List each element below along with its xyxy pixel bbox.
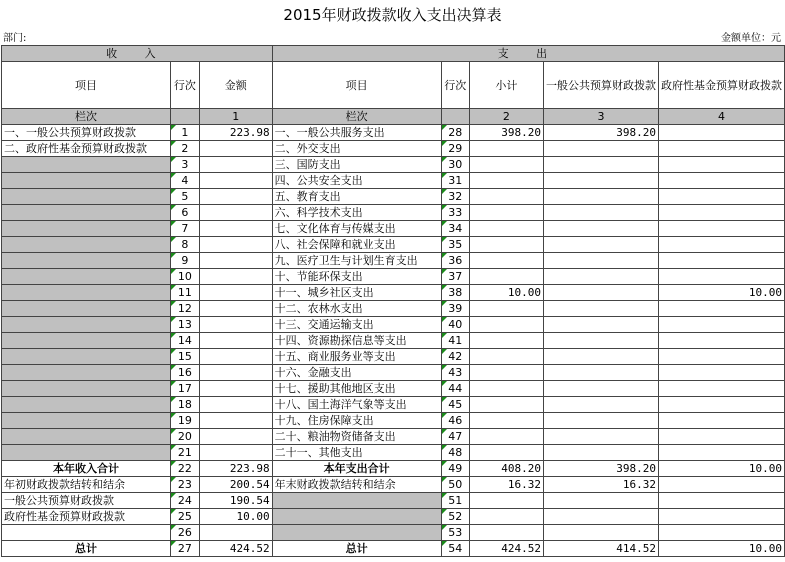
income-item-cell: 总计 — [2, 541, 171, 557]
fund-budget-cell[interactable] — [658, 221, 784, 237]
fund-budget-cell[interactable] — [658, 237, 784, 253]
expense-item-cell: 十三、交通运输支出 — [272, 317, 441, 333]
expense-rowno-cell: 39 — [441, 301, 469, 317]
fund-budget-cell[interactable] — [658, 189, 784, 205]
subtotal-cell[interactable]: 408.20 — [469, 461, 543, 477]
expense-rowno-cell: 52 — [441, 509, 469, 525]
table-row — [2, 365, 785, 381]
income-rowno-header: 行次 — [170, 62, 199, 109]
income-amount-cell[interactable] — [199, 189, 272, 205]
income-section-header: 收 入 — [2, 46, 273, 62]
general-budget-cell[interactable]: 398.20 — [543, 125, 658, 141]
expense-item-cell: 八、社会保障和就业支出 — [272, 237, 441, 253]
fund-budget-cell[interactable] — [658, 141, 784, 157]
fund-budget-cell[interactable]: 10.00 — [658, 461, 784, 477]
expense-item-cell: 十六、金融支出 — [272, 365, 441, 381]
income-rowno-cell: 15 — [170, 349, 199, 365]
section-header-row — [2, 46, 785, 62]
general-budget-cell[interactable] — [543, 429, 658, 445]
income-item-cell: 政府性基金预算财政拨款 — [2, 509, 171, 525]
income-amount-cell[interactable] — [199, 253, 272, 269]
income-item-cell — [2, 349, 171, 365]
expense-item-cell — [272, 493, 441, 509]
income-rowno-cell: 5 — [170, 189, 199, 205]
expense-item-cell: 本年支出合计 — [272, 461, 441, 477]
income-rowno-cell: 23 — [170, 477, 199, 493]
expense-rowno-cell: 40 — [441, 317, 469, 333]
general-budget-cell[interactable] — [543, 525, 658, 541]
lanci-col-1: 1 — [199, 109, 272, 125]
expense-rowno-cell: 45 — [441, 397, 469, 413]
expense-rowno-cell: 54 — [441, 541, 469, 557]
income-rowno-cell: 17 — [170, 381, 199, 397]
general-budget-cell[interactable] — [543, 413, 658, 429]
income-rowno-cell: 12 — [170, 301, 199, 317]
income-rowno-cell: 20 — [170, 429, 199, 445]
subtotal-cell[interactable] — [469, 397, 543, 413]
income-item-cell — [2, 397, 171, 413]
expense-item-cell: 二十一、其他支出 — [272, 445, 441, 461]
income-rowno-cell: 26 — [170, 525, 199, 541]
income-amount-cell[interactable] — [199, 157, 272, 173]
general-budget-cell[interactable] — [543, 317, 658, 333]
budget-table — [1, 45, 785, 557]
expense-rowno-cell: 28 — [441, 125, 469, 141]
general-budget-cell[interactable] — [543, 253, 658, 269]
fund-budget-cell[interactable] — [658, 205, 784, 221]
expense-item-cell: 总计 — [272, 541, 441, 557]
general-budget-cell[interactable] — [543, 349, 658, 365]
subtotal-cell[interactable] — [469, 509, 543, 525]
income-amount-cell[interactable] — [199, 349, 272, 365]
table-row — [2, 525, 785, 541]
income-amount-cell[interactable]: 223.98 — [199, 125, 272, 141]
income-amount-cell[interactable] — [199, 429, 272, 445]
general-budget-cell[interactable] — [543, 493, 658, 509]
general-budget-cell[interactable] — [543, 173, 658, 189]
income-amount-cell[interactable] — [199, 317, 272, 333]
income-rowno-cell: 13 — [170, 317, 199, 333]
table-row — [2, 221, 785, 237]
income-rowno-cell: 21 — [170, 445, 199, 461]
general-budget-cell[interactable]: 16.32 — [543, 477, 658, 493]
fund-budget-cell[interactable] — [658, 493, 784, 509]
income-rowno-cell: 2 — [170, 141, 199, 157]
income-amount-cell[interactable] — [199, 365, 272, 381]
table-row — [2, 413, 785, 429]
income-rowno-cell: 18 — [170, 397, 199, 413]
general-budget-cell[interactable] — [543, 333, 658, 349]
fund-budget-cell[interactable] — [658, 525, 784, 541]
expense-item-cell: 二十、粮油物资储备支出 — [272, 429, 441, 445]
fund-budget-cell[interactable] — [658, 125, 784, 141]
table-row — [2, 333, 785, 349]
income-amount-cell[interactable] — [199, 445, 272, 461]
lanci-row — [2, 109, 785, 125]
income-rowno-cell: 3 — [170, 157, 199, 173]
income-item-cell — [2, 365, 171, 381]
expense-rowno-header: 行次 — [441, 62, 469, 109]
subtotal-cell[interactable] — [469, 413, 543, 429]
expense-rowno-cell: 30 — [441, 157, 469, 173]
income-lanci-rowno — [170, 109, 199, 125]
expense-item-cell: 十、节能环保支出 — [272, 269, 441, 285]
general-budget-cell[interactable]: 398.20 — [543, 461, 658, 477]
expense-rowno-cell: 47 — [441, 429, 469, 445]
income-rowno-cell: 11 — [170, 285, 199, 301]
expense-item-cell: 十九、住房保障支出 — [272, 413, 441, 429]
subtotal-cell[interactable] — [469, 317, 543, 333]
table-row — [2, 269, 785, 285]
general-budget-cell[interactable] — [543, 397, 658, 413]
subtotal-cell[interactable] — [469, 269, 543, 285]
table-row — [2, 461, 785, 477]
subtotal-cell[interactable] — [469, 365, 543, 381]
expense-rowno-cell: 51 — [441, 493, 469, 509]
income-lanci-label: 栏次 — [2, 109, 171, 125]
income-amount-cell[interactable]: 223.98 — [199, 461, 272, 477]
subtotal-cell[interactable] — [469, 525, 543, 541]
expense-lanci-label: 栏次 — [272, 109, 441, 125]
table-row — [2, 317, 785, 333]
income-amount-cell[interactable] — [199, 381, 272, 397]
income-rowno-cell: 10 — [170, 269, 199, 285]
expense-rowno-cell: 44 — [441, 381, 469, 397]
expense-item-cell: 十七、援助其他地区支出 — [272, 381, 441, 397]
expense-item-cell: 一、一般公共服务支出 — [272, 125, 441, 141]
expense-rowno-cell: 34 — [441, 221, 469, 237]
table-row — [2, 397, 785, 413]
income-item-cell — [2, 205, 171, 221]
table-row — [2, 189, 785, 205]
general-budget-header: 一般公共预算财政拨款 — [543, 62, 658, 109]
fund-budget-cell[interactable]: 10.00 — [658, 541, 784, 557]
income-rowno-cell: 7 — [170, 221, 199, 237]
expense-rowno-cell: 49 — [441, 461, 469, 477]
expense-item-header: 项目 — [272, 62, 441, 109]
income-item-cell — [2, 269, 171, 285]
lanci-col-2: 2 — [469, 109, 543, 125]
expense-lanci-rowno — [441, 109, 469, 125]
income-item-cell — [2, 237, 171, 253]
general-budget-cell[interactable]: 414.52 — [543, 541, 658, 557]
table-row — [2, 477, 785, 493]
fund-budget-cell[interactable] — [658, 301, 784, 317]
report-title: 2015年财政拨款收入支出决算表 — [283, 6, 502, 24]
subtotal-cell[interactable] — [469, 141, 543, 157]
income-item-cell — [2, 189, 171, 205]
table-row — [2, 301, 785, 317]
table-row — [2, 157, 785, 173]
fund-budget-cell[interactable] — [658, 477, 784, 493]
expense-item-cell: 五、教育支出 — [272, 189, 441, 205]
income-rowno-cell: 9 — [170, 253, 199, 269]
income-item-cell: 一般公共预算财政拨款 — [2, 493, 171, 509]
income-rowno-cell: 16 — [170, 365, 199, 381]
subtotal-cell[interactable]: 16.32 — [469, 477, 543, 493]
expense-item-cell: 年末财政拨款结转和结余 — [272, 477, 441, 493]
expense-rowno-cell: 33 — [441, 205, 469, 221]
income-amount-cell[interactable] — [199, 333, 272, 349]
income-rowno-cell: 8 — [170, 237, 199, 253]
subtotal-cell[interactable] — [469, 301, 543, 317]
general-budget-cell[interactable] — [543, 269, 658, 285]
expense-rowno-cell: 35 — [441, 237, 469, 253]
subtotal-cell[interactable] — [469, 381, 543, 397]
income-item-cell — [2, 445, 171, 461]
fund-budget-cell[interactable] — [658, 173, 784, 189]
income-item-cell — [2, 429, 171, 445]
expense-rowno-cell: 29 — [441, 141, 469, 157]
expense-item-cell: 十四、资源勘探信息等支出 — [272, 333, 441, 349]
fund-budget-cell[interactable] — [658, 157, 784, 173]
income-amount-cell[interactable]: 200.54 — [199, 477, 272, 493]
fund-budget-cell[interactable] — [658, 509, 784, 525]
general-budget-cell[interactable] — [543, 157, 658, 173]
subtotal-cell[interactable] — [469, 349, 543, 365]
general-budget-cell[interactable] — [543, 221, 658, 237]
subtotal-cell[interactable] — [469, 205, 543, 221]
income-item-cell: 本年收入合计 — [2, 461, 171, 477]
income-amount-cell[interactable] — [199, 397, 272, 413]
income-item-cell: 二、政府性基金预算财政拨款 — [2, 141, 171, 157]
expense-section-header: 支 出 — [272, 46, 784, 62]
lanci-col-4: 4 — [658, 109, 784, 125]
fund-budget-cell[interactable] — [658, 381, 784, 397]
table-row — [2, 509, 785, 525]
expense-item-cell: 二、外交支出 — [272, 141, 441, 157]
fund-budget-cell[interactable] — [658, 365, 784, 381]
expense-item-cell: 十五、商业服务业等支出 — [272, 349, 441, 365]
income-item-cell — [2, 285, 171, 301]
income-item-header: 项目 — [2, 62, 171, 109]
fund-budget-cell[interactable] — [658, 349, 784, 365]
subtotal-cell[interactable] — [469, 173, 543, 189]
table-row — [2, 173, 785, 189]
subtotal-cell[interactable] — [469, 493, 543, 509]
expense-rowno-cell: 36 — [441, 253, 469, 269]
expense-rowno-cell: 48 — [441, 445, 469, 461]
income-amount-cell[interactable] — [199, 285, 272, 301]
fund-budget-cell[interactable] — [658, 413, 784, 429]
income-amount-cell[interactable] — [199, 141, 272, 157]
income-amount-cell[interactable] — [199, 237, 272, 253]
expense-item-cell: 七、文化体育与传媒支出 — [272, 221, 441, 237]
subtotal-cell[interactable] — [469, 189, 543, 205]
income-amount-cell[interactable]: 190.54 — [199, 493, 272, 509]
fund-budget-cell[interactable]: 10.00 — [658, 285, 784, 301]
subtotal-cell[interactable] — [469, 157, 543, 173]
table-row — [2, 125, 785, 141]
table-row — [2, 141, 785, 157]
income-rowno-cell: 14 — [170, 333, 199, 349]
income-amount-cell[interactable] — [199, 525, 272, 541]
table-row — [2, 205, 785, 221]
column-header-row — [2, 62, 785, 109]
income-rowno-cell: 19 — [170, 413, 199, 429]
expense-rowno-cell: 43 — [441, 365, 469, 381]
general-budget-cell[interactable] — [543, 205, 658, 221]
income-item-cell — [2, 221, 171, 237]
expense-rowno-cell: 37 — [441, 269, 469, 285]
subtotal-cell[interactable] — [469, 429, 543, 445]
income-rowno-cell: 27 — [170, 541, 199, 557]
subtotal-cell[interactable]: 10.00 — [469, 285, 543, 301]
income-amount-cell[interactable] — [199, 301, 272, 317]
general-budget-cell[interactable] — [543, 445, 658, 461]
subtotal-cell[interactable] — [469, 253, 543, 269]
fund-budget-cell[interactable] — [658, 397, 784, 413]
expense-rowno-cell: 53 — [441, 525, 469, 541]
fund-budget-cell[interactable] — [658, 253, 784, 269]
lanci-col-3: 3 — [543, 109, 658, 125]
expense-rowno-cell: 31 — [441, 173, 469, 189]
table-row — [2, 429, 785, 445]
income-item-cell — [2, 381, 171, 397]
income-item-cell — [2, 301, 171, 317]
expense-item-cell: 十二、农林水支出 — [272, 301, 441, 317]
expense-rowno-cell: 38 — [441, 285, 469, 301]
general-budget-cell[interactable] — [543, 141, 658, 157]
income-rowno-cell: 4 — [170, 173, 199, 189]
general-budget-cell[interactable] — [543, 237, 658, 253]
income-amount-cell[interactable]: 424.52 — [199, 541, 272, 557]
fund-budget-cell[interactable] — [658, 445, 784, 461]
table-row — [2, 285, 785, 301]
income-amount-cell[interactable] — [199, 205, 272, 221]
general-budget-cell[interactable] — [543, 381, 658, 397]
general-budget-cell[interactable] — [543, 365, 658, 381]
expense-item-cell: 十一、城乡社区支出 — [272, 285, 441, 301]
expense-rowno-cell: 50 — [441, 477, 469, 493]
income-item-cell — [2, 317, 171, 333]
income-rowno-cell: 6 — [170, 205, 199, 221]
general-budget-cell[interactable] — [543, 301, 658, 317]
expense-item-cell: 十八、国土海洋气象等支出 — [272, 397, 441, 413]
subtotal-cell[interactable]: 398.20 — [469, 125, 543, 141]
table-row — [2, 349, 785, 365]
expense-item-cell: 三、国防支出 — [272, 157, 441, 173]
fund-budget-cell[interactable] — [658, 317, 784, 333]
income-item-cell — [2, 173, 171, 189]
income-rowno-cell: 22 — [170, 461, 199, 477]
expense-item-cell: 四、公共安全支出 — [272, 173, 441, 189]
subtotal-header: 小计 — [469, 62, 543, 109]
department-label: 部门: — [3, 33, 27, 44]
subtotal-cell[interactable] — [469, 221, 543, 237]
income-rowno-cell: 1 — [170, 125, 199, 141]
table-row — [2, 541, 785, 557]
income-amount-cell[interactable] — [199, 269, 272, 285]
fund-budget-cell[interactable] — [658, 429, 784, 445]
fund-budget-cell[interactable] — [658, 333, 784, 349]
general-budget-cell[interactable] — [543, 509, 658, 525]
table-row — [2, 253, 785, 269]
income-amount-cell[interactable] — [199, 173, 272, 189]
expense-rowno-cell: 41 — [441, 333, 469, 349]
table-row — [2, 237, 785, 253]
expense-item-cell: 九、医疗卫生与计划生育支出 — [272, 253, 441, 269]
expense-item-cell — [272, 525, 441, 541]
expense-item-cell: 六、科学技术支出 — [272, 205, 441, 221]
income-item-cell: 一、一般公共预算财政拨款 — [2, 125, 171, 141]
subtotal-cell[interactable] — [469, 333, 543, 349]
table-row — [2, 381, 785, 397]
income-item-cell — [2, 413, 171, 429]
income-rowno-cell: 24 — [170, 493, 199, 509]
general-budget-cell[interactable] — [543, 189, 658, 205]
income-item-cell — [2, 525, 171, 541]
expense-item-cell — [272, 509, 441, 525]
income-amount-cell[interactable]: 10.00 — [199, 509, 272, 525]
income-amount-header: 金额 — [199, 62, 272, 109]
general-budget-cell[interactable] — [543, 285, 658, 301]
subtotal-cell[interactable] — [469, 445, 543, 461]
income-amount-cell[interactable] — [199, 413, 272, 429]
income-amount-cell[interactable] — [199, 221, 272, 237]
expense-rowno-cell: 32 — [441, 189, 469, 205]
expense-rowno-cell: 46 — [441, 413, 469, 429]
expense-rowno-cell: 42 — [441, 349, 469, 365]
income-rowno-cell: 25 — [170, 509, 199, 525]
table-row — [2, 493, 785, 509]
income-item-cell — [2, 253, 171, 269]
subtotal-cell[interactable]: 424.52 — [469, 541, 543, 557]
unit-label: 金额单位：元 — [721, 33, 781, 44]
subtotal-cell[interactable] — [469, 237, 543, 253]
fund-budget-header: 政府性基金预算财政拨款 — [658, 62, 784, 109]
income-item-cell: 年初财政拨款结转和结余 — [2, 477, 171, 493]
table-row — [2, 445, 785, 461]
income-item-cell — [2, 333, 171, 349]
income-item-cell — [2, 157, 171, 173]
fund-budget-cell[interactable] — [658, 269, 784, 285]
